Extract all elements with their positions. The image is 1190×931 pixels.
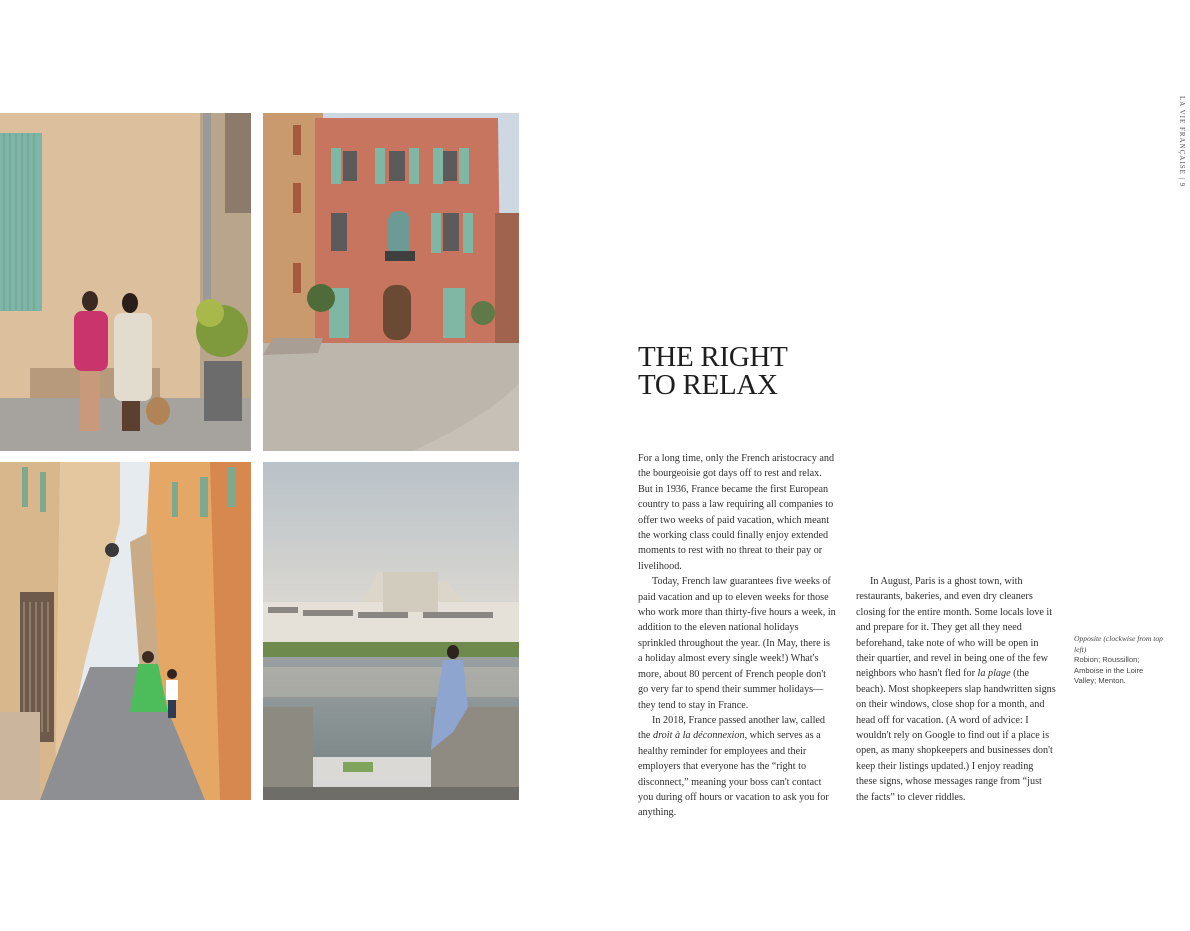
running-head: [1160, 96, 1190, 188]
photo-caption: [1074, 634, 1164, 687]
section-title-line2: TO RELAX: [638, 369, 778, 401]
photo-roussillon-ochre-building: [263, 113, 519, 451]
section-title: [638, 343, 788, 399]
paragraph-text: , which serves as a healthy reminder for employees and their employers that everyone has the “right to disconnect,” meaning your boss can't contact you during off hours or vacation to ask you for anything.: [638, 730, 829, 819]
paragraph-text: In 2018, France passed another law, called the: [638, 714, 826, 742]
paragraph: [638, 713, 836, 821]
paragraph-text: (the beach). Most shopkeepers slap handwritten signs on their windows, close shop for a month, and head off for vacation. (A word of advice: I wouldn't rely on Google to find out if a place is open, as many shopkeepers and businesses don't keep their listings updated.) I enjoy reading these signs, whose messages range from “just the facts” to clever riddles.: [856, 668, 1056, 803]
photo-menton-street: [0, 462, 251, 800]
body-column-right: [856, 574, 1056, 805]
photo-robion-women-on-bench: [0, 113, 251, 451]
running-head-text: LA VIE FRANÇAISE | 9: [1178, 96, 1186, 188]
caption-title: Opposite (clockwise from top left): [1074, 634, 1163, 654]
section-title-line1: THE RIGHT: [638, 341, 788, 373]
italic-term: la plage: [977, 668, 1011, 680]
photo-amboise-loire-valley: [263, 462, 519, 800]
caption-body: Robion; Roussillon; Amboise in the Loire Valley; Menton.: [1074, 655, 1144, 685]
paragraph: Today, French law guarantees five weeks of paid vacation and up to eleven weeks for those who work more than thirty-five hours a week, in addition to the eleven national holidays sprinkled throughout the year. (In May, there is a holiday almost every single week!) What's more, about 80 percent of French people don't go very far to spend their summer holidays—they tend to stay in France.: [638, 576, 836, 711]
paragraph: For a long time, only the French aristocracy and the bourgeoisie got days off to rest and relax. But in 1936, France became the first European country to pass a law requiring all companies to offer two weeks of paid vacation, which meant the working class could finally enjoy extended moments to rest with no threat to their pay or livelihood.: [638, 453, 835, 572]
paragraph: [856, 574, 1056, 805]
paragraph-text: In August, Paris is a ghost town, with restaurants, bakeries, and even dry cleaners closing for the entire month. Some locals love it and prepare for it. They get all they need beforehand, take note of who will be open in their quartier, and revel in being one of the few neighbors who hasn't fled for: [856, 576, 1053, 680]
body-column-left: [638, 451, 836, 821]
italic-term: droit à la déconnexion: [653, 730, 745, 742]
